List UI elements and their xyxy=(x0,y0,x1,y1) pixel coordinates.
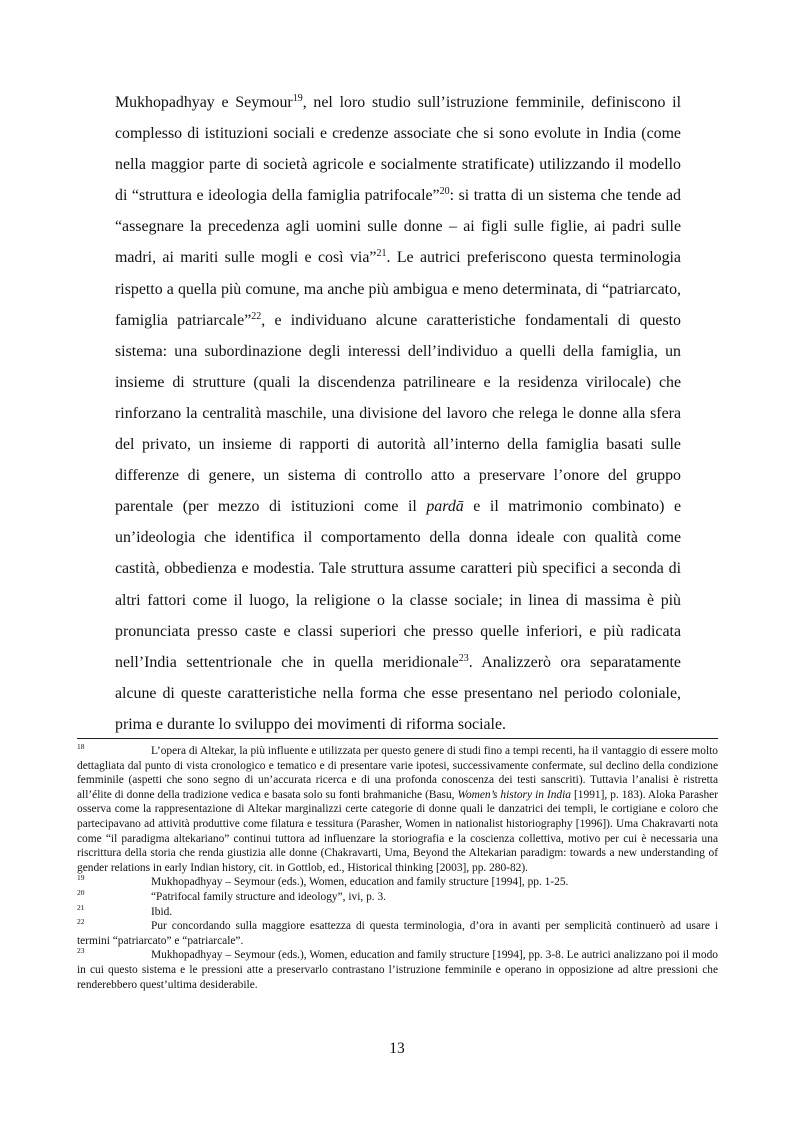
footnote-separator xyxy=(77,738,718,739)
footnote-21 xyxy=(77,902,718,920)
footnote-number: 18 xyxy=(77,742,85,751)
footnote-18 xyxy=(77,744,718,875)
page-number: 13 xyxy=(389,1040,405,1057)
italic-term: pardā xyxy=(426,498,464,516)
footnote-number: 21 xyxy=(77,902,85,912)
body-text-segment: . Le autrici preferiscono questa terminologia rispetto a quella più comune, ma anche più ambigua e meno determinata, di “patriarcato, famiglia patriarcale” xyxy=(115,249,681,329)
body-text-segment: : si tratta di un sistema che tende ad “assegnare la precedenza agli uomini sulle donne – ai figli sulle figlie, ai padri sulle madri, ai mariti sulle mogli e così via” xyxy=(115,187,681,267)
body-text-segment: e il matrimonio combinato) e un’ideologia che identifica il comportamento della donna ideale con qualità come castità, obbedienza e modestia. Tale struttura assume caratteri più specifici a seconda di altri fattori come il luogo, la religione o la classe sociale; in linea di massima è più pronunciata presso caste e classi superiori che presso quelle inferiori, e più radicata nell’India settentrionale che in quella meridionale xyxy=(115,498,681,671)
footnote-text: Ibid. xyxy=(151,905,173,918)
footnote-text: “Patrifocal family structure and ideology”, ivi, p. 3. xyxy=(151,890,387,903)
footnote-text: Mukhopadhyay – Seymour (eds.), Women, education and family structure [1994], pp. 3-8. Le autrici analizzano poi il modo in cui questo sistema e le pressioni atte a preservarlo contrastano l’istruzione femminile e operano in opposizione ad altre pressioni che renderebbero quest’ultima desiderabile. xyxy=(77,949,718,991)
footnote-20 xyxy=(77,887,718,905)
body-paragraph xyxy=(115,87,681,740)
footnote-text: L’opera di Altekar, la più influente e utilizzata per questo genere di studi fino a tempi recenti, ha il vantaggio di essere molto dettagliata dal punto di vista cronologico e tematico e di presentare varie ipotesi, successivamente confermate, sul declino della condizione femminile (aspetti che sono segno di un’accurata ricerca e di una profonda conoscenza dei testi sanscriti). Tuttavia l’analisi è ristretta all’élite di donne della tradizione vedica e basata solo su fonti brahmaniche (Basu, xyxy=(77,745,718,801)
footnotes-section xyxy=(77,744,718,992)
footnote-text: Mukhopadhyay – Seymour (eds.), Women, education and family structure [1994], pp. 1-25. xyxy=(151,876,569,889)
footnote-ref-21[interactable]: 21 xyxy=(376,248,387,260)
footnote-23 xyxy=(77,948,718,992)
body-text-segment: , nel loro studio sull’istruzione femminile, definiscono il complesso di istituzioni sociali e credenze associate che si sono evolute in India (come nella maggior parte di società agricole e socialmente stratificate) utilizzando il modello di “struttura e ideologia della famiglia patrifocale” xyxy=(115,94,682,205)
footnote-number: 19 xyxy=(77,873,85,883)
footnote-text: [1991], p. 183). Aloka Parasher osserva come la rappresentazione di Altekar marginalizzi certe categorie di donne quali le danzatrici dei templi, le cortigiane e coloro che partecipavano ad attività produttive come filatura e tessitura (Parasher, Women in nationalist historiography [1996]). Uma Chakravarti nota come “il paradigma altekariano” continui tuttora ad influenzare la storiografia e la coscienza collettiva, motivo per cui è necessaria una riscrittura della storia che renda giustizia alle donne (Chakravarti, Uma, Beyond the Altekarian paradigm: towards a new understanding of gender relations in early Indian history, cit. in Gottlob, ed., Historical thinking [2003], pp. 280-82). xyxy=(77,788,718,874)
body-text-segment: Mukhopadhyay e Seymour xyxy=(115,94,293,111)
footnote-ref-19[interactable]: 19 xyxy=(292,93,303,104)
footnote-ref-23[interactable]: 23 xyxy=(458,652,469,664)
footnote-number: 20 xyxy=(77,887,85,897)
footnote-number: 22 xyxy=(77,917,85,927)
footnote-italic-title: Women’s history in India xyxy=(457,788,571,801)
body-text-segment: , e individuano alcune caratteristiche fondamentali di questo sistema: una subordinazione degli interessi dell’individuo a quelli della famiglia, un insieme di strutture (quali la discendenza patrilineare e la residenza virilocale) che rinforzano la centralità maschile, una divisione del lavoro che relega le donne alla sfera del privato, un insieme di rapporti di autorità all’interno della famiglia basati sulle differenze di genere, un sistema di controllo atto a preservare l’onore del gruppo parentale (per mezzo di istituzioni come il xyxy=(115,311,681,516)
body-text-segment: . Analizzerò ora separatamente alcune di queste caratteristiche nella forma che esse presentano nel periodo coloniale, prima e durante lo sviluppo dei movimenti di riforma sociale. xyxy=(115,653,681,733)
footnote-ref-20[interactable]: 20 xyxy=(439,186,450,198)
footnote-text: Pur concordando sulla maggiore esattezza di questa terminologia, d’ora in avanti per semplicità continuerò ad usare i termini “patriarcato” e “patriarcale”. xyxy=(77,920,718,947)
footnote-number: 23 xyxy=(77,946,85,956)
footnote-19 xyxy=(77,875,718,890)
footnote-ref-22[interactable]: 22 xyxy=(251,310,262,322)
footnote-22 xyxy=(77,919,718,948)
